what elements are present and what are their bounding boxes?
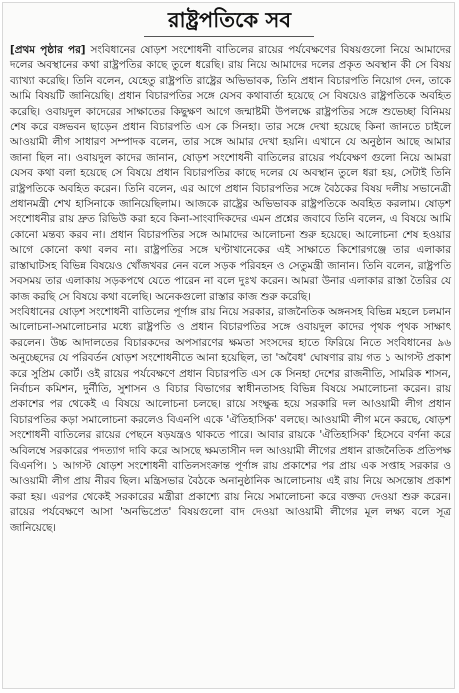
headline-underline: [144, 36, 314, 37]
news-clipping: [2, 2, 455, 689]
paragraph-2: সংবিধানের ষোড়শ সংশোধনী বাতিলের পূর্ণাঙ্গ রায় নিয়ে সরকার, রাজনৈতিক অঙ্গনসহ বিভিন্ন মহলে চলমান আলোচনা-সমালোচনার মধ্যে রাষ্ট্রপতি ও প্রধান বিচারপতির সঙ্গে ওবায়দুল কাদের পৃথক পৃথক সাক্ষাৎ করলেন। উচ্চ আদালতের বিচারকদের অপসারণের ক্ষমতা সংসদের হাতে ফিরিয়ে নিতে সংবিধানের ৯৬ অনুচ্ছেদের যে পরিবর্তন ষোড়শ সংশোধনীতে আনা হয়েছিল, তা 'অবৈধ' ঘোষণার রায় গত ১ আগস্ট প্রকাশ করে সুপ্রিম কোর্ট। ওই রায়ের পর্যবেক্ষণে প্রধান বিচারপতি এস কে সিনহা দেশের রাজনীতি, সামরিক শাসন, নির্বাচন কমিশন, দুর্নীতি, সুশাসন ও বিচার বিভাগের স্বাধীনতাসহ বিভিন্ন বিষয়ে সমালোচনা করেন। রায় প্রকাশের পর থেকেই এ বিষয়ে আলোচনা চলছে। রায়ে সংক্ষুব্ধ হয়ে সরকারি দল আওয়ামী লীগ প্রধান বিচারপতির কড়া সমালোচনা করলেও বিএনপি একে 'ঐতিহাসিক' বলছে। আওয়ামী লীগ মনে করছে, ষোড়শ সংশোধনী বাতিলের রায়ের পেছনে ষড়যন্ত্রও থাকতে পারে। আবার রায়কে 'ঐতিহাসিক' হিসেবে বর্ণনা করে অবিলম্বে সরকারের পদত্যাগ দাবি করে আসছে ক্ষমতাসীন দল আওয়ামী লীগের প্রধান রাজনৈতিক প্রতিপক্ষ বিএনপি। ১ আগস্ট ষোড়শ সংশোধনী বাতিলসংক্রান্ত পূর্ণাঙ্গ রায় প্রকাশের পর প্রায় এক সপ্তাহ সরকার ও আওয়ামী লীগ প্রায় নীরব ছিল। মন্ত্রিসভার বৈঠকে অনানুষ্ঠানিক আলোচনায় এই রায় নিয়ে অসন্তোষ প্রকাশ করা হয়। এরপর থেকেই সরকারের মন্ত্রীরা প্রকাশ্যে রায় নিয়ে সমালোচনা করে বক্তব্য দেওয়া শুরু করেন। রায়ের পর্যবেক্ষণে আসা 'অনভিপ্রেত' বিষয়গুলো বাদ দেওয়া আওয়ামী লীগের মূল লক্ষ্য বলে সূত্র জানিয়েছে।: [10, 305, 451, 534]
headline: রাষ্ট্রপতিকে সব: [167, 8, 292, 32]
article-body: [10, 43, 451, 536]
paragraph-1: [10, 43, 451, 305]
paragraph-1-text: সংবিধানের ষোড়শ সংশোধনী বাতিলের রায়ের পর্যবেক্ষণের বিষয়গুলো নিয়ে আমাদের দলের অবস্থানের কথা রাষ্ট্রপতির কাছে তুলে ধরেছি। রায় নিয়ে আমাদের দলের প্রকৃত অবস্থান কী সে বিষয় ব্যাখ্যা করেছি। তিনি বলেন, যেহেতু রাষ্ট্রপতি রাষ্ট্রের অভিভাবক, তিনি প্রধান বিচারপতি নিয়োগ দেন, তাকে আমি বিষয়টি জানিয়েছি। প্রধান বিচারপতির সঙ্গে যেসব কথাবার্তা হয়েছে সে বিষয়েও রাষ্ট্রপতিকে অবহিত করেছি। ওবায়দুল কাদেরের সাক্ষাতের কিছুক্ষণ আগে জন্মাষ্টমী উপলক্ষে রাষ্ট্রপতির সঙ্গে শুভেচ্ছা বিনিময় শেষ করে বঙ্গভবন ছাড়েন প্রধান বিচারপতি এস কে সিনহা। তার সঙ্গে দেখা হয়েছে কিনা জানতে চাইলে আওয়ামী লীগ সাধারণ সম্পাদক বলেন, তার সঙ্গে আমার দেখা হয়নি। এখানে যে অনুষ্ঠান আছে আমার জানা ছিল না। ওবায়দুল কাদের জানান, ষোড়শ সংশোধনী বাতিলের রায়ের পর্যবেক্ষণ গুলো নিয়ে আমরা যেসব কথা বলা হয়েছে সে বিষয়ে প্রধান বিচারপতির কাছে দলের যে অবস্থান তুলে ধরা হয়, সেটাই তিনি রাষ্ট্রপতিকে অবহিত করেন। তিনি বলেন, এর আগে প্রধান বিচারপতির সঙ্গে বৈঠকের বিষয় দলীয় সভানেত্রী প্রধানমন্ত্রী শেখ হাসিনাকে জানিয়েছিলাম। আজকে রাষ্ট্রের অভিভাবক রাষ্ট্রপতিকে অবহিত করলাম। ষোড়শ সংশোধনীর রায় দ্রুত রিভিউ করা হবে কিনা-সাংবাদিকদের এমন প্রশ্নের জবাবে তিনি বলেন, এ বিষয়ে আমি কোনো মন্তব্য করব না। প্রধান বিচারপতির সঙ্গে আমাদের আলোচনা শুরু হয়েছে। আলোচনা শেষ হওয়ার আগে কোনো কথা বলব না। রাষ্ট্রপতির সঙ্গে ঘণ্টাখানেকের এই সাক্ষাতে কিশোরগঞ্জে তার এলাকার রাস্তাঘাটসহ বিভিন্ন বিষয়েও খোঁজখবর নেন বলে সড়ক পরিবহন ও সেতুমন্ত্রী জানান। তিনি বলেন, রাষ্ট্রপতি সবসময় তার এলাকায় সড়কপথে যেতে পারেন না বলে দুঃখ করেন। আমরা উনার এলাকার রাস্তা তৈরির যে কাজ করছি সে বিষয়ে কথা বলেছি। অনেকগুলো রাস্তার কাজ শুরু করেছি।: [10, 44, 452, 303]
continuation-tag: [প্রথম পৃষ্ঠার পর]: [10, 44, 86, 56]
